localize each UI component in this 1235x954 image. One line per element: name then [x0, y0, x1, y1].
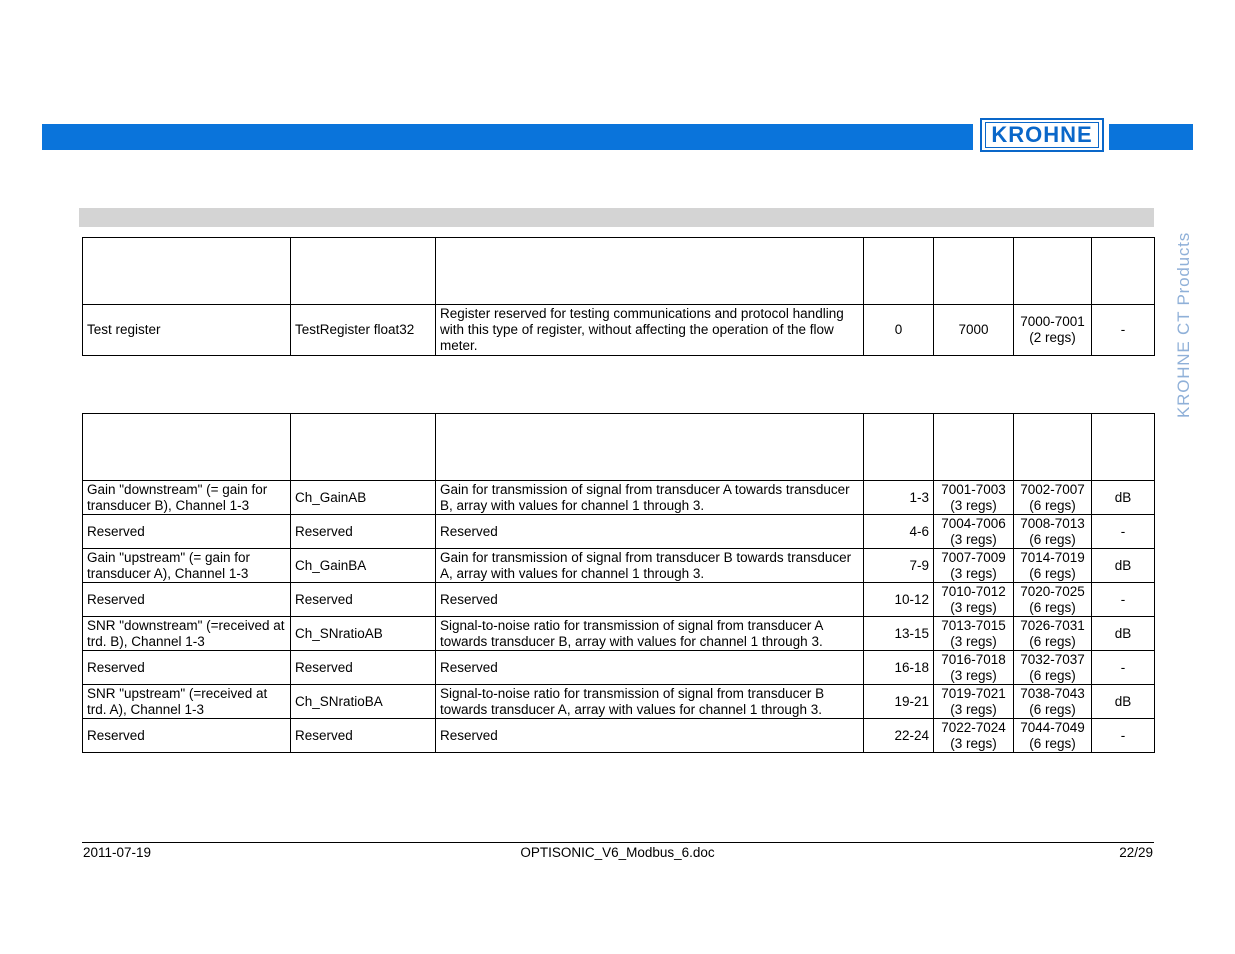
- header-cell: [83, 414, 291, 481]
- cell-variable: Ch_SNratioAB: [291, 617, 436, 651]
- cell-unit: dB: [1092, 481, 1155, 515]
- cell-unit: -: [1092, 583, 1155, 617]
- cell-description: Reserved: [436, 719, 864, 753]
- cell-unit: -: [1092, 651, 1155, 685]
- register-table-test: [82, 237, 1155, 356]
- header-cell: [436, 414, 864, 481]
- cell-name: SNR "downstream" (=received at trd. B), Channel 1-3: [83, 617, 291, 651]
- table-row: [83, 719, 1155, 753]
- cell-register: 7001-7003 (3 regs): [934, 481, 1014, 515]
- cell-register: 7022-7024 (3 regs): [934, 719, 1014, 753]
- footer-date: 2011-07-19: [83, 845, 152, 860]
- cell-register-range: 7026-7031 (6 regs): [1014, 617, 1092, 651]
- cell-unit: -: [1092, 515, 1155, 549]
- header-bar-right: [1109, 124, 1193, 150]
- cell-unit: -: [1092, 719, 1155, 753]
- header-bar-left: [42, 124, 973, 150]
- cell-description: Reserved: [436, 515, 864, 549]
- header-cell: [291, 414, 436, 481]
- cell-index: 22-24: [864, 719, 934, 753]
- krohne-logo: [980, 118, 1104, 152]
- cell-register-range: 7020-7025 (6 regs): [1014, 583, 1092, 617]
- cell-index: 13-15: [864, 617, 934, 651]
- header-cell: [934, 414, 1014, 481]
- cell-register-range: 7014-7019 (6 regs): [1014, 549, 1092, 583]
- cell-name: Reserved: [83, 515, 291, 549]
- cell-description: Reserved: [436, 651, 864, 685]
- cell-index: 1-3: [864, 481, 934, 515]
- cell-description: Signal-to-noise ratio for transmission of signal from transducer B towards transducer A, array with values for channel 1 through 3.: [436, 685, 864, 719]
- table-row: [83, 481, 1155, 515]
- header-cell: [934, 238, 1014, 305]
- cell-register-range: 7044-7049 (6 regs): [1014, 719, 1092, 753]
- header-cell: [864, 238, 934, 305]
- cell-index: 19-21: [864, 685, 934, 719]
- table-header-row: [83, 414, 1155, 481]
- cell-unit: dB: [1092, 617, 1155, 651]
- header-cell: [864, 414, 934, 481]
- cell-variable: Reserved: [291, 583, 436, 617]
- cell-variable: Reserved: [291, 515, 436, 549]
- cell-variable: Reserved: [291, 719, 436, 753]
- header-cell: [1014, 414, 1092, 481]
- cell-index: 7-9: [864, 549, 934, 583]
- cell-name: Reserved: [83, 719, 291, 753]
- table-row: [83, 515, 1155, 549]
- cell-register: 7010-7012 (3 regs): [934, 583, 1014, 617]
- footer-divider: [82, 842, 1154, 843]
- cell-index: 16-18: [864, 651, 934, 685]
- header-cell: [1092, 414, 1155, 481]
- cell-variable: Reserved: [291, 651, 436, 685]
- cell-index: 0: [864, 305, 934, 356]
- cell-register-range: 7000-7001 (2 regs): [1014, 305, 1092, 356]
- cell-unit: -: [1092, 305, 1155, 356]
- table-header-row: [83, 238, 1155, 305]
- cell-name: Reserved: [83, 651, 291, 685]
- header-cell: [291, 238, 436, 305]
- cell-register: 7019-7021 (3 regs): [934, 685, 1014, 719]
- cell-register: 7007-7009 (3 regs): [934, 549, 1014, 583]
- cell-description: Gain for transmission of signal from transducer A towards transducer B, array with values for channel 1 through 3.: [436, 481, 864, 515]
- cell-register-range: 7008-7013 (6 regs): [1014, 515, 1092, 549]
- cell-name: Gain "downstream" (= gain for transducer B), Channel 1-3: [83, 481, 291, 515]
- cell-variable: Ch_GainBA: [291, 549, 436, 583]
- cell-variable: TestRegister float32: [291, 305, 436, 356]
- cell-register-range: 7002-7007 (6 regs): [1014, 481, 1092, 515]
- cell-index: 10-12: [864, 583, 934, 617]
- cell-name: SNR "upstream" (=received at trd. A), Channel 1-3: [83, 685, 291, 719]
- register-table-channels: [82, 413, 1155, 753]
- footer-page-number: 22/29: [1119, 845, 1153, 860]
- cell-description: Register reserved for testing communications and protocol handling with this type of register, without affecting the operation of the flow meter.: [436, 305, 864, 356]
- section-heading-band: [79, 208, 1154, 227]
- cell-index: 4-6: [864, 515, 934, 549]
- krohne-logo-text: KROHNE: [985, 122, 1098, 148]
- cell-unit: dB: [1092, 549, 1155, 583]
- table-row: [83, 685, 1155, 719]
- cell-variable: Ch_GainAB: [291, 481, 436, 515]
- cell-description: Reserved: [436, 583, 864, 617]
- cell-name: Reserved: [83, 583, 291, 617]
- table-row: [83, 617, 1155, 651]
- cell-register: 7013-7015 (3 regs): [934, 617, 1014, 651]
- header-cell: [436, 238, 864, 305]
- header-cell: [83, 238, 291, 305]
- cell-register-range: 7038-7043 (6 regs): [1014, 685, 1092, 719]
- header-cell: [1014, 238, 1092, 305]
- cell-register-range: 7032-7037 (6 regs): [1014, 651, 1092, 685]
- cell-name: Test register: [83, 305, 291, 356]
- table-row: [83, 549, 1155, 583]
- table-row: [83, 305, 1155, 356]
- side-brand-text: KROHNE CT Products: [1174, 231, 1193, 419]
- header-cell: [1092, 238, 1155, 305]
- cell-name: Gain "upstream" (= gain for transducer A), Channel 1-3: [83, 549, 291, 583]
- cell-variable: Ch_SNratioBA: [291, 685, 436, 719]
- table-row: [83, 583, 1155, 617]
- cell-unit: dB: [1092, 685, 1155, 719]
- footer-filename: OPTISONIC_V6_Modbus_6.doc: [520, 845, 715, 860]
- cell-register: 7004-7006 (3 regs): [934, 515, 1014, 549]
- table-row: [83, 651, 1155, 685]
- cell-register: 7016-7018 (3 regs): [934, 651, 1014, 685]
- cell-description: Signal-to-noise ratio for transmission of signal from transducer A towards transducer B, array with values for channel 1 through 3.: [436, 617, 864, 651]
- cell-description: Gain for transmission of signal from transducer B towards transducer A, array with values for channel 1 through 3.: [436, 549, 864, 583]
- cell-register: 7000: [934, 305, 1014, 356]
